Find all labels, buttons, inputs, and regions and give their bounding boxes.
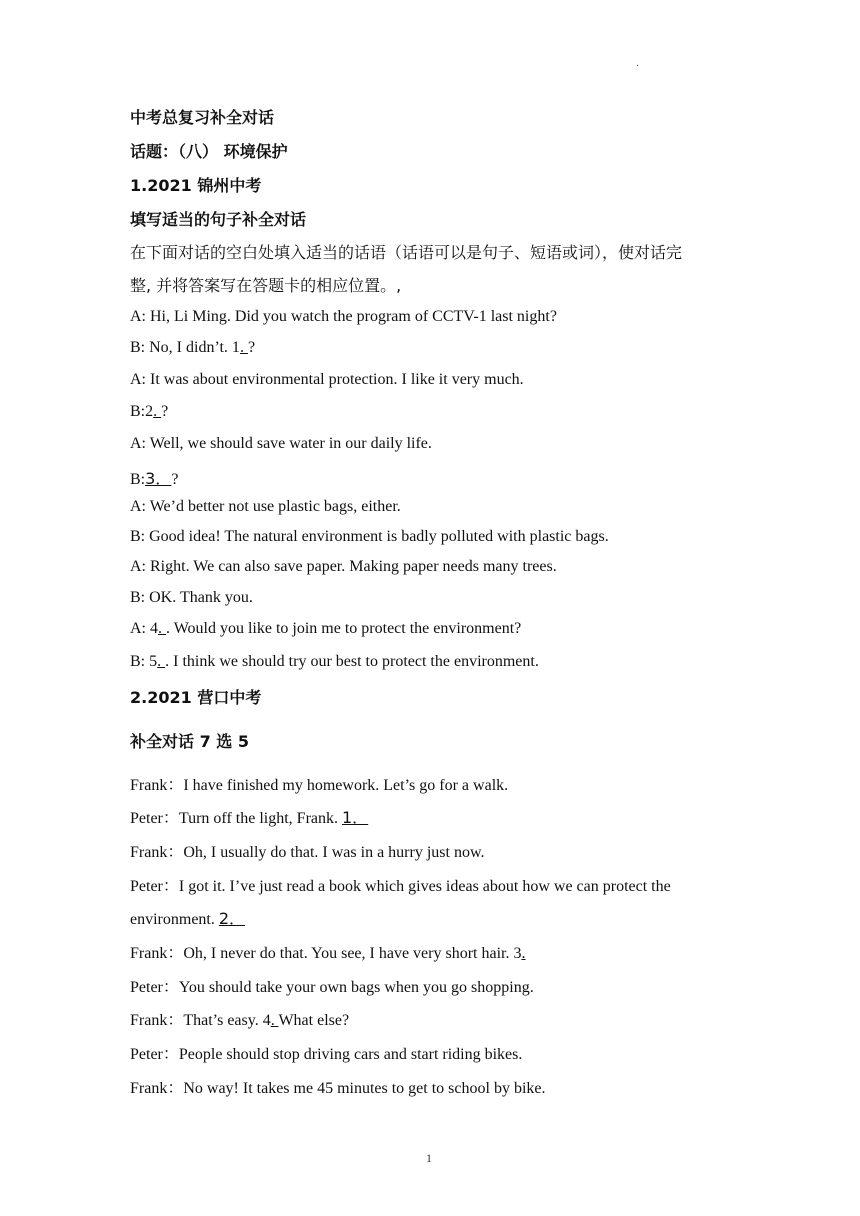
dialogue2-line-3: Frank：Oh, I usually do that. I was in a hurry just now.: [130, 844, 485, 861]
dialogue2-line-1: Frank：I have finished my homework. Let’s go for a walk.: [130, 777, 509, 794]
dialogue1-line-11: A: 4. . Would you like to join me to protect the environment?: [130, 620, 522, 637]
dialogue1-line-8: B: Good idea! The natural environment is badly polluted with plastic bags.: [130, 528, 609, 545]
dialogue1-line-4: B:2. ?: [130, 403, 169, 420]
dialogue2-line-9: Peter：People should stop driving cars and start riding bikes.: [130, 1046, 523, 1063]
answer-blank-2: 2．: [218, 909, 246, 928]
page-number: 1: [426, 1151, 432, 1165]
dialogue1-line-5: A: Well, we should save water in our daily life.: [130, 435, 432, 452]
answer-blank-5: .: [157, 653, 166, 670]
dialogue1-line-12: B: 5. . I think we should try our best to protect the environment.: [130, 653, 539, 670]
section2-heading: 2.2021 营口中考: [130, 688, 262, 707]
dialogue1-line-1: A: Hi, Li Ming. Did you watch the program of CCTV-1 last night?: [130, 308, 557, 325]
dialogue1-line-9: A: Right. We can also save paper. Making paper needs many trees.: [130, 558, 557, 575]
topic-heading: 话题：（八） 环境保护: [130, 142, 288, 161]
dialogue1-line-7: A: We’d better not use plastic bags, either.: [130, 498, 401, 515]
answer-blank-2: .: [153, 403, 162, 420]
answer-blank-3: .: [521, 945, 526, 962]
section1-subheading: 填写适当的句子补全对话: [130, 210, 307, 229]
header-mark: .: [636, 58, 640, 69]
document-title: 中考总复习补全对话: [130, 108, 275, 127]
dialogue1-line-10: B: OK. Thank you.: [130, 589, 253, 606]
answer-blank-3: 3．: [145, 469, 172, 488]
answer-blank-4: .: [158, 620, 166, 637]
answer-blank-1: .: [239, 339, 248, 356]
dialogue2-line-10: Frank：No way! It takes me 45 minutes to get to school by bike.: [130, 1080, 546, 1097]
section1-heading: 1.2021 锦州中考: [130, 176, 262, 195]
section2-subheading: 补全对话 7 选 5: [130, 732, 249, 751]
dialogue2-line-2: Peter：Turn off the light, Frank. 1．: [130, 808, 369, 827]
dialogue1-line-2: B: No, I didn’t. 1. ?: [130, 339, 256, 356]
dialogue2-line-6: Frank：Oh, I never do that. You see, I have very short hair. 3.: [130, 945, 526, 962]
dialogue2-line-7: Peter：You should take your own bags when you go shopping.: [130, 979, 534, 996]
answer-blank-1: 1．: [342, 808, 369, 827]
dialogue2-line-5: environment. 2．: [130, 909, 246, 928]
answer-blank-4: .: [270, 1012, 279, 1029]
section1-instruction-line1: 在下面对话的空白处填入适当的话语（话语可以是句子、短语或词），使对话完: [130, 243, 683, 262]
section1-instruction-line2: 整, 并将答案写在答题卡的相应位置。,: [130, 276, 402, 295]
dialogue2-line-4: Peter：I got it. I’ve just read a book which gives ideas about how we can protect the: [130, 878, 671, 895]
dialogue2-line-8: Frank：That’s easy. 4. What else?: [130, 1012, 350, 1029]
dialogue1-line-3: A: It was about environmental protection. I like it very much.: [130, 371, 524, 388]
dialogue1-line-6: B:3．?: [130, 469, 179, 488]
